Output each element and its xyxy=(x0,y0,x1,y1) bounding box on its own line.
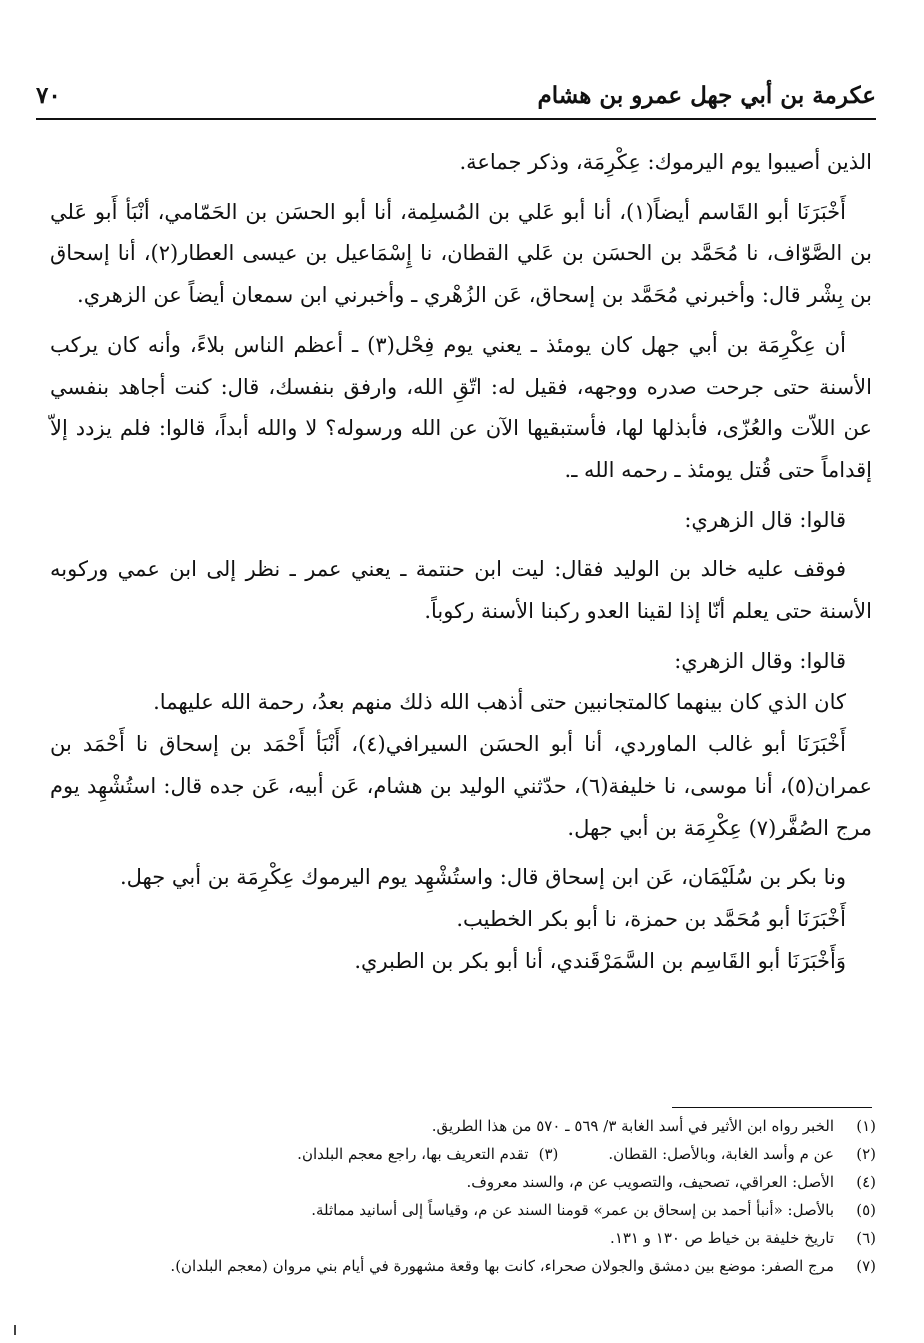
paragraph: أَخْبَرَنَا أبو القَاسم أيضاً(١)، أنا أبو عَلي بن المُسلِمة، أنا أبو الحسَن بن الحَمّامي، أنْبَأ أَبو عَلي بن الصَّوّاف، نا مُحَمَّد بن الحسَن بن عَلي القطان، نا إِسْمَاعيل بن عيسى العطار(٢)، أنا إسحاق بن بِشْر قال: وأخبرني مُحَمَّد بن إسحاق، عَن الزُهْري ـ وأخبرني ابن سمعان أيضاً عن الزهري. xyxy=(50,199,873,308)
paragraph: الذين أصيبوا يوم اليرموك: عِكْرِمَة، وذكر جماعة. xyxy=(459,150,872,174)
paragraph: وَأَخْبَرَنَا أبو القَاسِم بن السَّمَرْقَندي، أنا أبو بكر بن الطبري. xyxy=(354,948,846,973)
footnote-text: الخبر رواه ابن الأثير في أسد الغابة ٣/ ٥٦٩ ـ ٥٧٠ من هذا الطريق. xyxy=(431,1117,834,1135)
footnote-text: الأصل: العراقي، تصحيف، والتصويب عن م، والسند معروف. xyxy=(466,1173,834,1191)
paragraph: قالوا: قال الزهري: xyxy=(684,507,846,532)
footnote xyxy=(50,1140,876,1168)
paragraph: أن عِكْرِمَة بن أبي جهل كان يومئذ ـ يعني يوم فِحْل(٣) ـ أعظم الناس بلاءً، وأنه كان يركب الأسنة حتى جرحت صدره ووجهه، فقيل له: اتّقِ الله، وارفق بنفسك، قال: كنت أجاهد بنفسي عن اللاّت والعُزّى، فأبذلها لها، فأستبقيها الآن عن الله ورسوله؟ لا والله أبداً، قالوا: فلم يزدد إلاّ إقداماً حتى قُتل يومئذ ـ رحمه الله ـ. xyxy=(50,332,872,482)
footnote-text: عن م وأسد الغابة، وبالأصل: القطان. xyxy=(608,1145,834,1163)
footnotes xyxy=(50,1112,876,1280)
main-text xyxy=(50,142,872,982)
footnote-text: مرج الصفر: موضع بين دمشق والجولان صحراء، كانت بها وقعة مشهورة في أيام بني مروان (معجم البلدان). xyxy=(170,1257,834,1275)
footnote-number: (١) xyxy=(856,1117,876,1135)
header-title: عكرمة بن أبي جهل عمرو بن هشام xyxy=(537,82,876,109)
page-number: ٧٠ xyxy=(36,82,61,109)
footnote-text: تقدم التعريف بها، راجع معجم البلدان. xyxy=(297,1145,529,1163)
footnote-text: بالأصل: «أنبأ أحمد بن إسحاق بن عمر» قومنا السند عن م، وقياساً إلى أسانيد مماثلة. xyxy=(311,1201,834,1219)
footnote xyxy=(50,1224,876,1252)
footnote xyxy=(50,1196,876,1224)
paragraph: كان الذي كان بينهما كالمتجانبين حتى أذهب الله ذلك منهم بعدُ، رحمة الله عليهما. xyxy=(153,690,846,715)
footnote-number: (٧) xyxy=(856,1257,876,1275)
footnote-number: (٢) xyxy=(856,1145,876,1163)
footnote-separator xyxy=(672,1107,872,1108)
footnote xyxy=(50,1112,876,1140)
paragraph: أَخْبَرَنَا أبو مُحَمَّد بن حمزة، نا أبو بكر الخطيب. xyxy=(456,906,846,931)
footnote-number: (٦) xyxy=(856,1229,876,1247)
paragraph: ونا بكر بن سُلَيْمَان، عَن ابن إسحاق قال: واستُشْهِد يوم اليرموك عِكْرِمَة بن أبي جهل. xyxy=(119,865,846,890)
footnote-number: (٥) xyxy=(856,1201,876,1219)
paragraph: قالوا: وقال الزهري: xyxy=(674,648,846,673)
page-edge-mark xyxy=(14,1325,16,1335)
running-header xyxy=(36,78,876,120)
footnote-text: تاريخ خليفة بن خياط ص ١٣٠ و ١٣١. xyxy=(610,1229,834,1247)
footnote xyxy=(50,1168,876,1196)
paragraph: فوقف عليه خالد بن الوليد فقال: ليت ابن حنتمة ـ يعني عمر ـ نظر إلى ابن عمي وركوبه الأسنة حتى يعلم أنّا إذا لقينا العدو ركبنا الأسنة ركوباً. xyxy=(50,557,872,624)
footnote-number: (٣) xyxy=(538,1145,559,1163)
footnote xyxy=(50,1252,876,1280)
paragraph: أَخْبَرَنَا أبو غالب الماوردي، أنا أبو الحسَن السيرافي(٤)، أَنْبَأ أَحْمَد بن إسحاق نا أَحْمَد بن عمران(٥)، أنا موسى، نا خليفة(٦)، حدّثني الوليد بن هشام، عَن أبيه، عَن جده قال: استُشْهِد يوم مرج الصُفَّر(٧) عِكْرِمَة بن أبي جهل. xyxy=(50,732,872,840)
footnote-number: (٤) xyxy=(856,1173,876,1191)
